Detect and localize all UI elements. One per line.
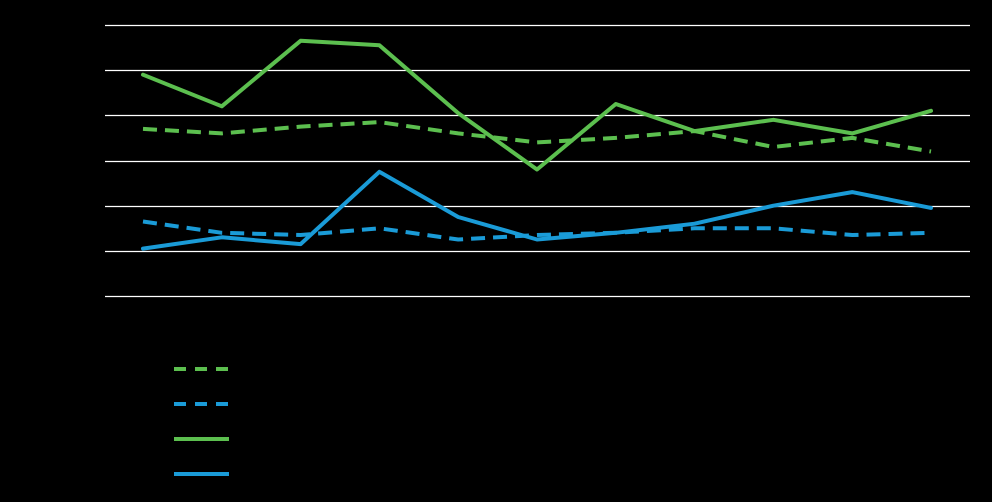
data-point-blue-solid-5	[456, 215, 460, 219]
data-point-blue-dashed-8	[693, 226, 697, 230]
data-point-blue-dashed-11	[929, 231, 933, 235]
data-point-blue-solid-9	[771, 204, 775, 208]
data-point-green-solid-5	[456, 111, 460, 115]
data-point-green-dashed-10	[850, 136, 854, 140]
data-point-green-dashed-9	[771, 145, 775, 149]
data-point-green-dashed-11	[929, 150, 933, 154]
data-point-blue-dashed-3	[299, 233, 303, 237]
data-point-blue-dashed-1	[141, 220, 145, 224]
data-point-green-solid-11	[929, 109, 933, 113]
data-point-green-solid-4	[377, 43, 381, 47]
data-point-green-dashed-2	[220, 131, 224, 135]
data-point-green-dashed-4	[377, 120, 381, 124]
data-point-blue-solid-11	[929, 206, 933, 210]
data-point-green-dashed-7	[614, 136, 618, 140]
data-point-blue-solid-10	[850, 190, 854, 194]
data-point-blue-dashed-6	[535, 233, 539, 237]
data-point-green-solid-6	[535, 168, 539, 172]
data-point-blue-solid-8	[693, 222, 697, 226]
data-point-green-solid-9	[771, 118, 775, 122]
data-point-blue-dashed-5	[456, 238, 460, 242]
data-point-blue-solid-6	[535, 238, 539, 242]
data-point-green-solid-7	[614, 102, 618, 106]
data-point-green-solid-10	[850, 131, 854, 135]
series-line-blue-solid	[143, 172, 931, 249]
data-point-blue-solid-1	[141, 247, 145, 251]
gridlines	[105, 26, 970, 297]
data-point-blue-dashed-4	[377, 226, 381, 230]
data-point-green-dashed-6	[535, 140, 539, 144]
data-point-green-solid-8	[693, 129, 697, 133]
data-point-green-dashed-1	[141, 127, 145, 131]
data-point-blue-dashed-10	[850, 233, 854, 237]
data-point-green-solid-2	[220, 104, 224, 108]
data-point-green-dashed-5	[456, 131, 460, 135]
series-line-green-solid	[143, 41, 931, 170]
data-point-blue-solid-3	[299, 242, 303, 246]
data-point-blue-solid-7	[614, 231, 618, 235]
data-point-blue-dashed-2	[220, 231, 224, 235]
data-point-blue-solid-2	[220, 235, 224, 239]
data-point-green-solid-3	[299, 39, 303, 43]
data-point-blue-solid-4	[377, 170, 381, 174]
legend	[174, 369, 229, 474]
data-point-green-solid-1	[141, 73, 145, 77]
data-point-green-dashed-3	[299, 125, 303, 129]
data-point-blue-dashed-9	[771, 226, 775, 230]
